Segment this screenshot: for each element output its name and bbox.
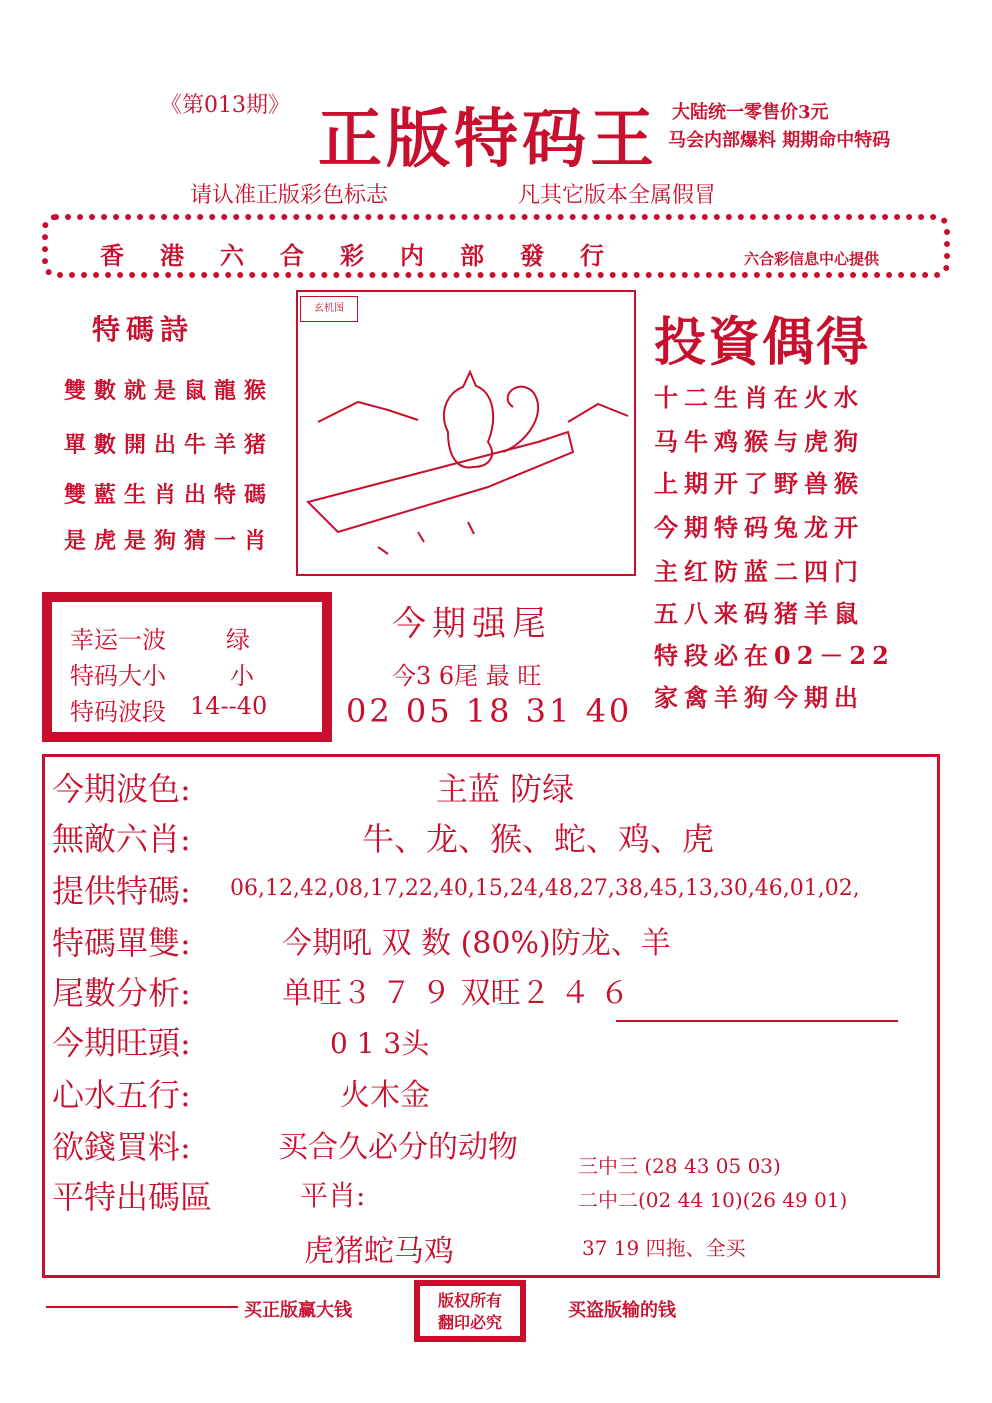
- poem-line: 雙數就是鼠龍猴: [64, 378, 275, 404]
- invincible-value: 牛、龙、猴、蛇、鸡、虎: [362, 820, 715, 858]
- lucky-range-label: 特码波段: [70, 698, 166, 726]
- head-value: 0 1 3头: [330, 1027, 430, 1060]
- copyright-line2: 翻印必究: [437, 1313, 502, 1332]
- invest-line: 马牛鸡猴与虎狗: [654, 427, 864, 456]
- special-label: 提供特碼:: [52, 872, 191, 910]
- divider-line: [616, 1020, 898, 1022]
- illustration-frame: [296, 290, 636, 576]
- slogan: 马会内部爆料 期期命中特码: [668, 130, 891, 151]
- auth-note-left: 请认准正版彩色标志: [190, 183, 389, 208]
- elements-label: 心水五行:: [52, 1076, 191, 1114]
- banner-text: 香港六合彩内部發行: [100, 241, 640, 270]
- price-note: 大陆统一零售价3元: [672, 102, 829, 123]
- flat-value: 虎猪蛇马鸡: [304, 1234, 454, 1269]
- invincible-label: 無敵六肖:: [52, 820, 191, 858]
- footer-right: 买盗版输的钱: [568, 1300, 676, 1321]
- wave-color-value: 主蓝 防绿: [436, 770, 575, 808]
- head-label: 今期旺頭:: [52, 1024, 191, 1062]
- poem-line: 雙藍生肖出特碼: [64, 482, 275, 508]
- combo-tow: 37 19 四拖、全买: [582, 1236, 746, 1260]
- lucky-range-value: 14--40: [190, 692, 268, 720]
- money-label: 欲錢買料:: [52, 1128, 191, 1166]
- poem-line: 是虎是狗猜一肖: [64, 528, 275, 554]
- invest-line: 特段必在02－22: [654, 641, 895, 670]
- odd-even-label: 特碼單雙:: [52, 924, 191, 962]
- special-value: 06,12,42,08,17,22,40,15,24,48,27,38,45,13,30,46,01,02,: [230, 876, 860, 901]
- invest-line: 十二生肖在火水: [654, 383, 864, 412]
- elements-value: 火木金: [340, 1078, 430, 1113]
- lucky-wave-label: 幸运一波: [70, 626, 166, 654]
- auth-note-right: 凡其它版本全属假冒: [518, 183, 717, 208]
- strong-tail-title: 今期强尾: [392, 604, 552, 644]
- picture-stamp: 玄机图: [300, 296, 358, 322]
- invest-line: 今期特码兔龙开: [654, 513, 864, 542]
- banner-sub: 六合彩信息中心提供: [744, 250, 880, 268]
- money-value: 买合久必分的动物: [278, 1130, 518, 1165]
- footer-line-left: [46, 1306, 238, 1308]
- squirrel-illustration: [298, 292, 634, 574]
- invest-line: 家禽羊狗今期出: [654, 683, 864, 712]
- lucky-size-label: 特码大小: [70, 662, 166, 690]
- issue-number: 《第013期》: [160, 93, 290, 118]
- combo-2in2: 二中二(02 44 10)(26 49 01): [578, 1188, 848, 1212]
- odd-even-value: 今期吼 双 数 (80%)防龙、羊: [282, 926, 671, 961]
- wave-color-label: 今期波色:: [52, 770, 191, 808]
- flat-sub: 平肖:: [300, 1179, 366, 1212]
- tail-label: 尾數分析:: [52, 974, 191, 1012]
- combo-3in3: 三中三 (28 43 05 03): [578, 1154, 781, 1178]
- lucky-wave-value: 绿: [226, 626, 250, 654]
- invest-line: 五八来码猪羊鼠: [654, 599, 864, 628]
- lucky-size-value: 小: [230, 662, 254, 690]
- poem-line: 單數開出牛羊猪: [64, 432, 275, 458]
- invest-title: 投資偶得: [654, 312, 871, 373]
- tail-value: 单旺３ ７ ９ 双旺２ ４ ６: [282, 976, 630, 1011]
- footer-left: 买正版赢大钱: [244, 1300, 352, 1321]
- copyright-line1: 版权所有: [437, 1291, 502, 1310]
- flat-label: 平特出碼區: [52, 1178, 213, 1216]
- page-title: 正版特码王: [318, 102, 658, 177]
- strong-tail-numbers: 02 05 18 31 40: [346, 692, 633, 730]
- strong-tail-sub: 今3 6尾 最 旺: [392, 662, 542, 690]
- poem-title: 特碼詩: [92, 313, 195, 346]
- copyright-box: [414, 1280, 526, 1342]
- invest-line: 上期开了野兽猴: [654, 469, 864, 498]
- invest-line: 主红防蓝二四门: [654, 557, 864, 586]
